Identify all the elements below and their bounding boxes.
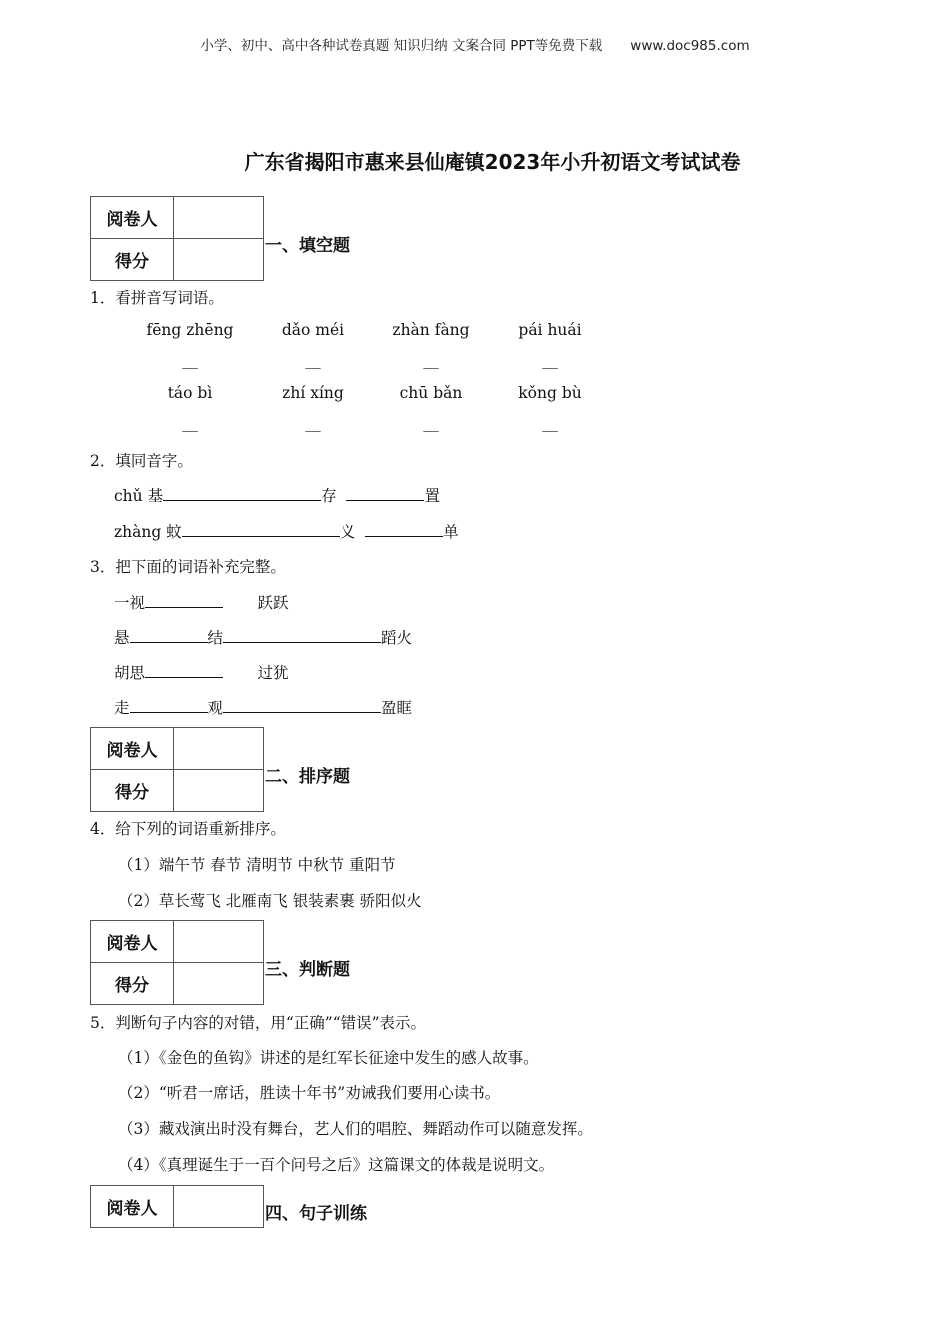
- reviewer-label: 阅卷人: [91, 728, 174, 770]
- reviewer-label: 阅卷人: [91, 197, 174, 239]
- answer-blank[interactable]: __: [423, 351, 439, 369]
- question-5-prompt: 5．判断句子内容的对错，用“正确”“错误”表示。: [90, 1014, 427, 1032]
- pinyin: kǒng bù: [518, 384, 582, 402]
- score-cell[interactable]: [174, 963, 264, 1005]
- pinyin: táo bì: [167, 384, 213, 402]
- text: 走: [114, 699, 130, 717]
- question-5-item: （2）“听君一席话，胜读十年书”劝诫我们要用心读书。: [118, 1084, 501, 1102]
- page-header: [0, 34, 950, 54]
- text: 胡思: [114, 664, 146, 682]
- question-2-prompt: 2．填同音字。: [90, 452, 193, 470]
- answer-blank[interactable]: __: [305, 351, 321, 369]
- answer-blank[interactable]: [130, 698, 208, 713]
- section-title-2: 二、排序题: [265, 767, 350, 787]
- question-5-item: （1）《金色的鱼钩》讲述的是红军长征途中发生的感人故事。: [118, 1049, 539, 1067]
- score-label: 得分: [91, 770, 174, 812]
- pinyin: zhàn fàng: [392, 321, 470, 339]
- question-2-line-1: [114, 484, 440, 506]
- score-box: [90, 920, 264, 1005]
- section-title-3: 三、判断题: [265, 960, 350, 980]
- question-4-item: （1）端午节 春节 清明节 中秋节 重阳节: [118, 856, 396, 874]
- text: 盈眶: [381, 699, 413, 717]
- answer-blank[interactable]: __: [542, 414, 558, 432]
- score-label: 得分: [91, 239, 174, 281]
- answer-blank[interactable]: __: [182, 351, 198, 369]
- question-1-prompt: 1．看拼音写词语。: [90, 289, 224, 307]
- answer-blank[interactable]: __: [542, 351, 558, 369]
- text: zhàng 蚊: [114, 523, 182, 541]
- pinyin: zhí xíng: [282, 384, 344, 402]
- question-5-item: （3）藏戏演出时没有舞台，艺人们的唱腔、舞蹈动作可以随意发挥。: [118, 1120, 593, 1138]
- answer-blank[interactable]: [346, 486, 424, 501]
- text: 结: [207, 629, 224, 647]
- reviewer-label: 阅卷人: [91, 921, 174, 963]
- score-box: [90, 727, 264, 812]
- reviewer-cell[interactable]: [174, 728, 264, 770]
- reviewer-cell[interactable]: [174, 921, 264, 963]
- text: 置: [424, 487, 440, 505]
- section-title-1: 一、填空题: [265, 236, 350, 256]
- score-cell[interactable]: [174, 239, 264, 281]
- question-4-item: （2）草长莺飞 北雁南飞 银装素裹 骄阳似火: [118, 892, 422, 910]
- answer-blank[interactable]: [145, 663, 223, 678]
- question-4-prompt: 4．给下列的词语重新排序。: [90, 820, 286, 838]
- question-5-item: （4）《真理诞生于一百个问号之后》这篇课文的体裁是说明文。: [118, 1156, 555, 1174]
- question-3-line-4: [114, 696, 412, 718]
- text: 蹈火: [381, 629, 413, 647]
- answer-blank[interactable]: [130, 628, 208, 643]
- question-3-line-2: [114, 626, 412, 648]
- answer-blank[interactable]: [182, 522, 340, 537]
- text: 过犹: [257, 664, 289, 682]
- answer-blank[interactable]: [145, 593, 223, 608]
- pinyin: chū bǎn: [399, 384, 463, 402]
- answer-blank[interactable]: __: [182, 414, 198, 432]
- question-3-prompt: 3．把下面的词语补充完整。: [90, 558, 286, 576]
- header-text: 小学、初中、高中各种试卷真题 知识归纳 文案合同 PPT等免费下载: [200, 38, 603, 54]
- text: 一视: [114, 594, 146, 612]
- text: 悬: [114, 629, 130, 647]
- pinyin: pái huái: [518, 321, 582, 339]
- text: 单: [443, 523, 459, 541]
- score-box: [90, 1185, 264, 1228]
- score-box: [90, 196, 264, 281]
- answer-blank[interactable]: [163, 486, 321, 501]
- text: 存: [321, 487, 337, 505]
- page-title: 广东省揭阳市惠来县仙庵镇2023年小升初语文考试试卷: [244, 150, 741, 174]
- question-3-line-1: [114, 591, 289, 613]
- header-site[interactable]: www.doc985.com: [630, 38, 750, 54]
- reviewer-cell[interactable]: [174, 197, 264, 239]
- question-2-line-2: [114, 520, 459, 542]
- answer-blank[interactable]: [365, 522, 443, 537]
- pinyin: fēng zhēng: [146, 321, 234, 339]
- answer-blank[interactable]: __: [305, 414, 321, 432]
- reviewer-cell[interactable]: [174, 1186, 264, 1228]
- reviewer-label: 阅卷人: [91, 1186, 174, 1228]
- answer-blank[interactable]: [223, 628, 381, 643]
- text: chǔ 基: [114, 487, 164, 505]
- answer-blank[interactable]: __: [423, 414, 439, 432]
- text: 跃跃: [257, 594, 289, 612]
- score-label: 得分: [91, 963, 174, 1005]
- answer-blank[interactable]: [223, 698, 381, 713]
- section-title-4: 四、句子训练: [265, 1204, 367, 1224]
- text: 观: [207, 699, 224, 717]
- question-3-line-3: [114, 661, 289, 683]
- pinyin: dǎo méi: [281, 321, 345, 339]
- score-cell[interactable]: [174, 770, 264, 812]
- text: 义: [339, 523, 356, 541]
